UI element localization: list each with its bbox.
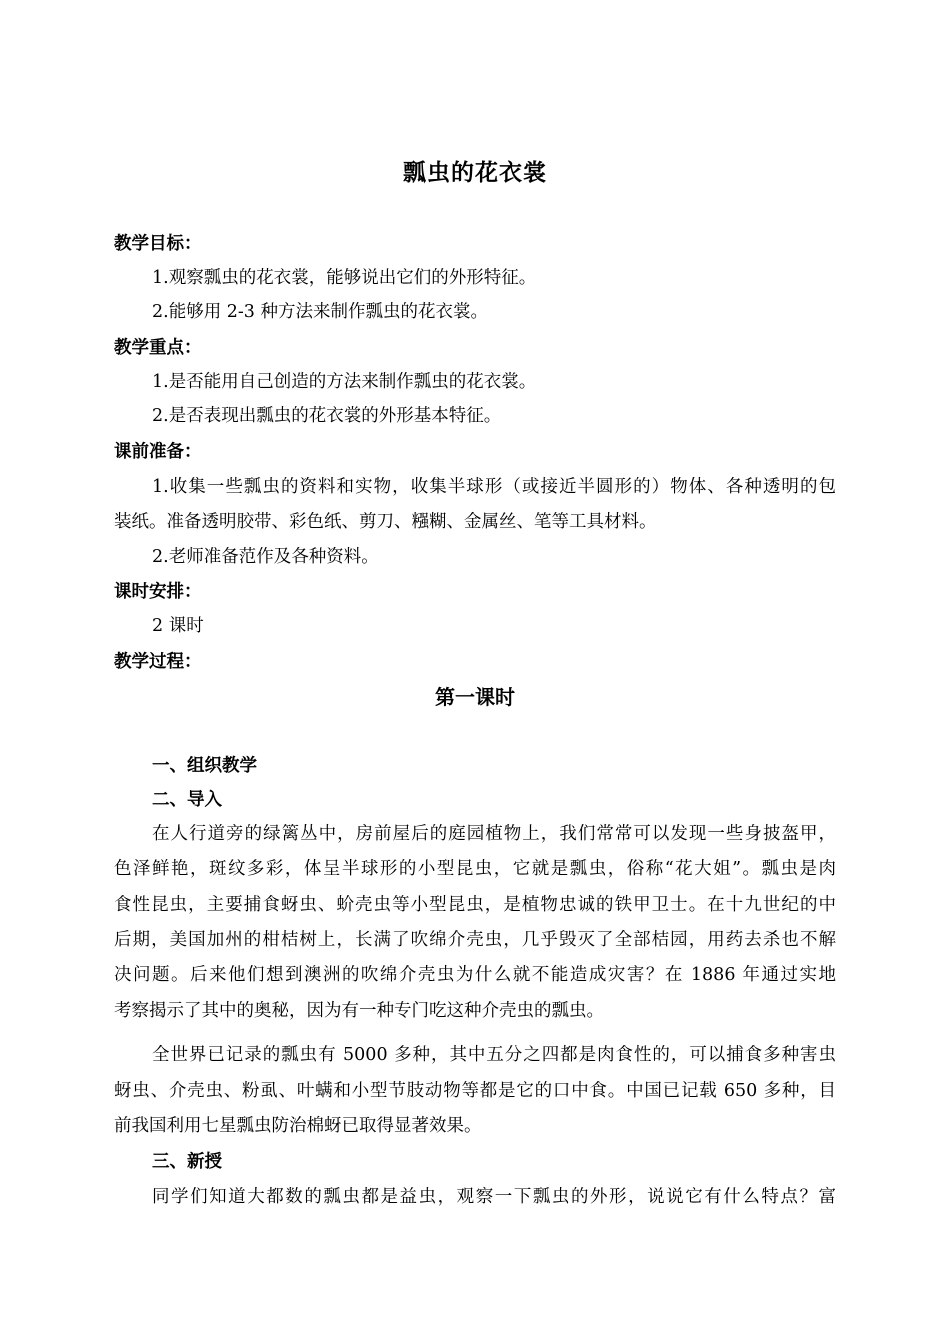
intro-paragraph-line-6: 考察揭示了其中的奥秘，因为有一种专门吃这种介壳虫的瓢虫。: [114, 1001, 604, 1021]
preparation-1-line-1: 1.收集一些瓢虫的资料和实物，收集半球形（或接近半圆形的）物体、各种透明的包: [152, 477, 836, 497]
intro-paragraph-line-4: 后期，美国加州的柑桔树上，长满了吹绵介壳虫，几乎毁灭了全部桔园，用药去杀也不解: [114, 930, 836, 950]
preparation-2: 2.老师准备范作及各种资料。: [152, 547, 379, 567]
intro-paragraph-line-5: 决问题。后来他们想到澳洲的吹绵介壳虫为什么就不能造成灾害？在 1886 年通过实地: [114, 965, 836, 985]
new-lesson-paragraph-line-1: 同学们知道大都数的瓢虫都是益虫，观察一下瓢虫的外形，说说它有什么特点？富: [152, 1187, 836, 1207]
lesson-1-title: 第一课时: [435, 685, 515, 709]
schedule-text: 2 课时: [152, 616, 204, 636]
intro-paragraph-line-1: 在人行道旁的绿篱丛中，房前屋后的庭园植物上，我们常常可以发现一些身披盔甲，: [152, 824, 836, 844]
key-points-heading: 教学重点：: [114, 338, 202, 358]
preparation-heading: 课前准备：: [114, 442, 202, 462]
species-paragraph-line-3: 前我国利用七星瓢虫防治棉蚜已取得显著效果。: [114, 1116, 482, 1136]
species-paragraph-line-2: 蚜虫、介壳虫、粉虱、叶螨和小型节肢动物等都是它的口中食。中国已记载 650 多种，目: [114, 1081, 836, 1101]
process-heading: 教学过程：: [114, 652, 202, 672]
goals-heading: 教学目标：: [114, 234, 202, 254]
schedule-heading: 课时安排：: [114, 582, 202, 602]
key-point-1: 1.是否能用自己创造的方法来制作瓢虫的花衣裳。: [152, 372, 537, 392]
section-3-heading: 三、新授: [152, 1152, 222, 1172]
goal-1: 1.观察瓢虫的花衣裳，能够说出它们的外形特征。: [152, 268, 537, 288]
section-2-heading: 二、导入: [152, 790, 222, 810]
section-1-heading: 一、组织教学: [152, 756, 257, 776]
key-point-2: 2.是否表现出瓢虫的花衣裳的外形基本特征。: [152, 406, 502, 426]
intro-paragraph-line-3: 食性昆虫，主要捕食蚜虫、蚧壳虫等小型昆虫，是植物忠诚的铁甲卫士。在十九世纪的中: [114, 895, 836, 915]
species-paragraph-line-1: 全世界已记录的瓢虫有 5000 多种，其中五分之四都是肉食性的，可以捕食多种害虫: [152, 1045, 836, 1065]
goal-2: 2.能够用 2-3 种方法来制作瓢虫的花衣裳。: [152, 302, 489, 322]
document-title: 瓢虫的花衣裳: [403, 159, 547, 186]
intro-paragraph-line-2: 色泽鲜艳，斑纹多彩，体呈半球形的小型昆虫，它就是瓢虫，俗称“花大姐”。瓢虫是肉: [114, 859, 836, 879]
preparation-1-line-2: 装纸。准备透明胶带、彩色纸、剪刀、糨糊、金属丝、笔等工具材料。: [114, 512, 657, 532]
